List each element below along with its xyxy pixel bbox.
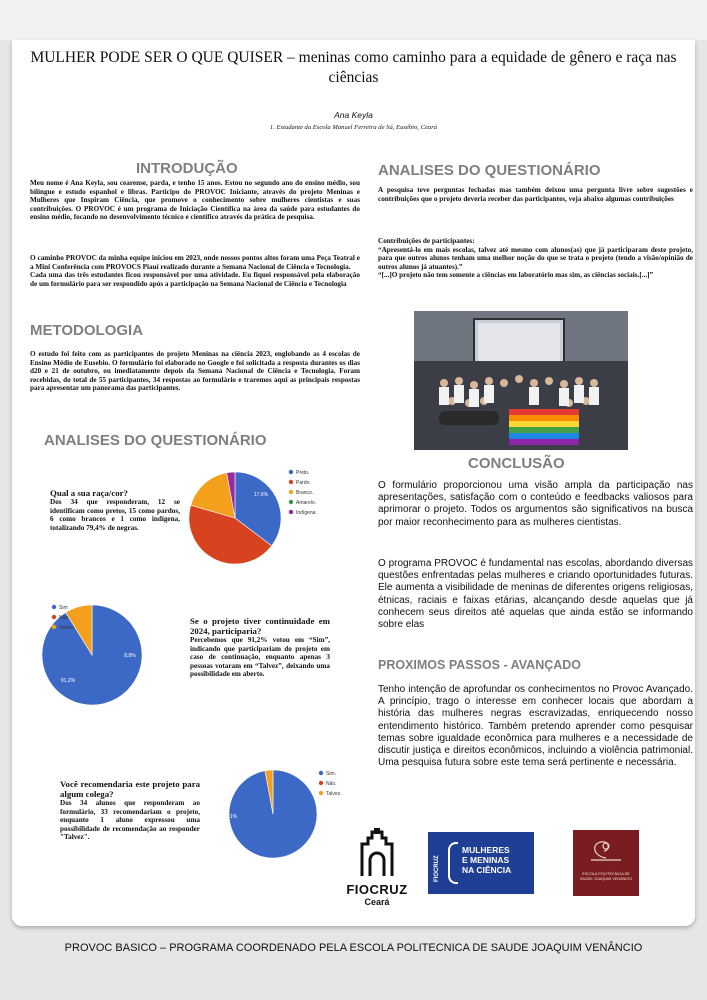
proximos-passos-heading: PROXIMOS PASSOS - AVANÇADO (378, 658, 582, 672)
analises-right-paragraph: A pesquisa teve perguntas fechadas mas também deixou uma pergunta livre sobre sugestões e contribuições que o projeto deveria receber das participantes, veja abaixo algumas contribuições (378, 186, 693, 203)
contribution-2: “[...]O projeto não tem somente a ciências em laboratório mas sim, as ciências sociais.[...]” (378, 271, 654, 280)
introducao-heading: INTRODUÇÃO (136, 160, 238, 177)
question-3-text: Dos 34 alunos que responderam ao formulário, 33 recomendariam o projeto, enquanto 1 aluno expressou uma possibilidade de recomendação ao responder "Talvez". (60, 799, 200, 842)
conclusao-heading: CONCLUSÃO (468, 455, 565, 472)
fiocruz-logo (332, 826, 422, 906)
legend-marker (319, 791, 323, 795)
continuity-pie-chart (44, 597, 184, 709)
metodologia-heading: METODOLOGIA (30, 322, 144, 339)
legend-marker (52, 615, 56, 619)
question-2-block (190, 616, 330, 679)
contributions-heading: Contribuições de participantes: (378, 237, 475, 245)
mulheres-meninas-logo (428, 832, 534, 894)
pie-data-label: 91,2% (60, 678, 76, 684)
legend-marker (289, 500, 293, 504)
proximos-passos-paragraph: Tenho intenção de aprofundar os conhecimentos no Provoc Avançado. A princípio, trago o interesse em conhecer locais que abordam a história das mulheres negras escravizadas, enriquecendo nosso entendimento histórico. Também pretendo aprender como pesquisar temas sobre igualdade econômica para mulheres e a necessidade de discutir justiça e direitos econômicos, incluindo a violência patrimonial. Uma pesquisa futura sobre este tema será pertinente e necessária. (378, 684, 693, 769)
analises-heading-right: ANALISES DO QUESTIONÁRIO (378, 162, 601, 179)
pie-data-label: 97,1% (222, 814, 238, 820)
introducao-paragraph-1: Meu nome é Ana Keyla, sou cearense, parda, e tenho 15 anos. Estou no segundo ano do ensino médio, sou bilíngue e estudo espanhol e libras. Participo do PROVOC Iniciante, através do projeto Meninas e Mulheres que Inspiram Ciência, que promove o conhecimento sobre mulheres cientistas e suas contribuições. O PROVOC é um programa de Iniciação Científica na área da saúde para estudantes do ensino médio, focando no desenvolvimento técnico e científico através da prática de pesquisa. (30, 179, 360, 222)
escola-politecnica-logo (573, 830, 639, 896)
metodologia-paragraph: O estudo foi feito com as participantes do projeto Meninas na ciência 2023, englobando as 4 escolas de Ensino Médio de Eusebio. O formulário foi elaborado no Google e foi solicitada a resposta durantes os dias d20 e 21 de outubro, ou imediatamente depois da Semana Nacional de Ciência e Tecnologia. Foram recebidas, do total de 55 participantes, 34 respostas ao formulário e traremos aqui as principais respostas para apresentar um panorama das participantes. (30, 350, 360, 393)
mulheres-logo-line-2: E MENINAS (462, 855, 510, 865)
group-photo (414, 311, 628, 450)
legend-label: Não (59, 614, 69, 621)
contribution-1: “Apresentá-lo em mais escolas, talvez até mesmo com alunos(as) que já participaram deste projeto, para que outros alunos tenham uma melhor noção do que se trata o projeto (tendo a visão/opinião de outros alunos já atuantes).” (378, 245, 693, 271)
author-name: Ana Keyla (334, 110, 373, 120)
question-1-title: Qual a sua raça/cor? (50, 488, 128, 498)
header-band (0, 0, 707, 40)
legend-label: Indígena. (296, 509, 317, 516)
escola-logo-text: ESCOLA POLITÉCNICA DE SAÚDE JOAQUIM VENÂNCIO (579, 872, 633, 881)
introducao-paragraph-2 (30, 254, 360, 288)
legend-marker (319, 771, 323, 775)
legend-label: Branco. (296, 489, 314, 496)
mulheres-logo-side-text: FIOCRUZ (434, 855, 440, 882)
question-1-block (50, 488, 180, 532)
mulheres-logo-brace-icon (448, 842, 458, 884)
question-3-block (60, 779, 200, 842)
fiocruz-region: Ceará (364, 897, 390, 907)
race-pie-chart (183, 466, 353, 574)
question-2-title: Se o projeto tiver continuidade em 2024, participaria? (190, 616, 330, 636)
mulheres-logo-line-1: MULHERES (462, 845, 510, 855)
fiocruz-name: FIOCRUZ (346, 882, 408, 897)
footer-text: PROVOC BASICO – PROGRAMA COORDENADO PELA ESCOLA POLITECNICA DE SAUDE JOAQUIM VENÂNCIO (64, 942, 643, 954)
mulheres-logo-line-3: NA CIÊNCIA (462, 865, 512, 875)
introducao-text-2: O caminho PROVOC da minha equipe iniciou em 2023, onde nossos pontos altos foram uma Peça Teatral e a Mini Conferência com PROVOCS Piauí realizado durante a Semana Nacional de Ciência e Tecnologia. (30, 254, 360, 271)
conclusao-paragraph-2: O programa PROVOC é fundamental nas escolas, abordando diversas questões enfrentadas pelas mulheres e criando oportunidades futuras. Ele aumenta a visibilidade de meninas de diferentes origens religiosas, étnicas, raciais e faixas etárias, alcançando desde aquelas que já conhecem seus direitos até aquelas que ainda estão se informando sobre elas (378, 558, 693, 631)
introducao-text-3: Cada uma das três estudantes ficou responsável por uma atividade. Eu fiquei responsável pela elaboração de um formulário para ser respondido após a participação na Semana Nacional de Ciência e Tecnologia (30, 271, 360, 288)
contributions-block (378, 237, 693, 280)
legend-marker (289, 480, 293, 484)
legend-marker (52, 625, 56, 629)
analises-heading-left: ANALISES DO QUESTIONÁRIO (44, 432, 267, 449)
mulheres-logo-text (462, 845, 511, 875)
legend-marker (289, 470, 293, 474)
escola-emblem-icon (573, 830, 639, 870)
legend-label: Não. (326, 780, 337, 787)
question-3-title: Você recomendaria este projeto para algum colega? (60, 779, 200, 799)
legend-marker (289, 510, 293, 514)
pie-data-label: 17,6% (253, 492, 269, 498)
legend-label: Talvez. (59, 624, 75, 631)
legend-marker (319, 781, 323, 785)
pie-data-label: 8,8% (124, 653, 136, 659)
legend-label: Sim (59, 604, 68, 611)
fiocruz-castle-icon (332, 826, 422, 878)
legend-label: Sim. (326, 770, 336, 777)
legend-marker (289, 490, 293, 494)
legend-marker (52, 605, 56, 609)
legend-label: Amarelo. (296, 499, 317, 506)
question-2-text: Percebemos que 91,2% votou em “Sim”, indicando que participariam do projeto em caso de continuação, enquanto apenas 3 pessoas votaram em “Talvez”, deixando uma possibilidade em aberto. (190, 636, 330, 679)
poster-title: MULHER PODE SER O QUE QUISER – meninas como caminho para a equidade de gênero e raça nas ciências (30, 49, 677, 86)
author-affiliation: 1. Estudante da Escola Manuel Ferreira de Sá, Eusébio, Ceará (269, 124, 438, 131)
legend-label: Talvez. (326, 790, 342, 797)
question-1-text: Dos 34 que responderam, 12 se identificam como pretos, 15 como pardos, 6 como brancos e 1 como indígena, totalizando 79,4% de negras. (50, 498, 180, 532)
conclusao-paragraph-1: O formulário proporcionou uma visão ampla da participação nas apresentações, satisfação com o conteúdo e feedbacks valiosos para aprimorar o projeto. Todos os argumentos são significativos na busca por maior reconhecimento para as mulheres cientistas. (378, 480, 693, 528)
legend-label: Pardo. (296, 479, 311, 486)
legend-label: Preto. (296, 469, 310, 476)
